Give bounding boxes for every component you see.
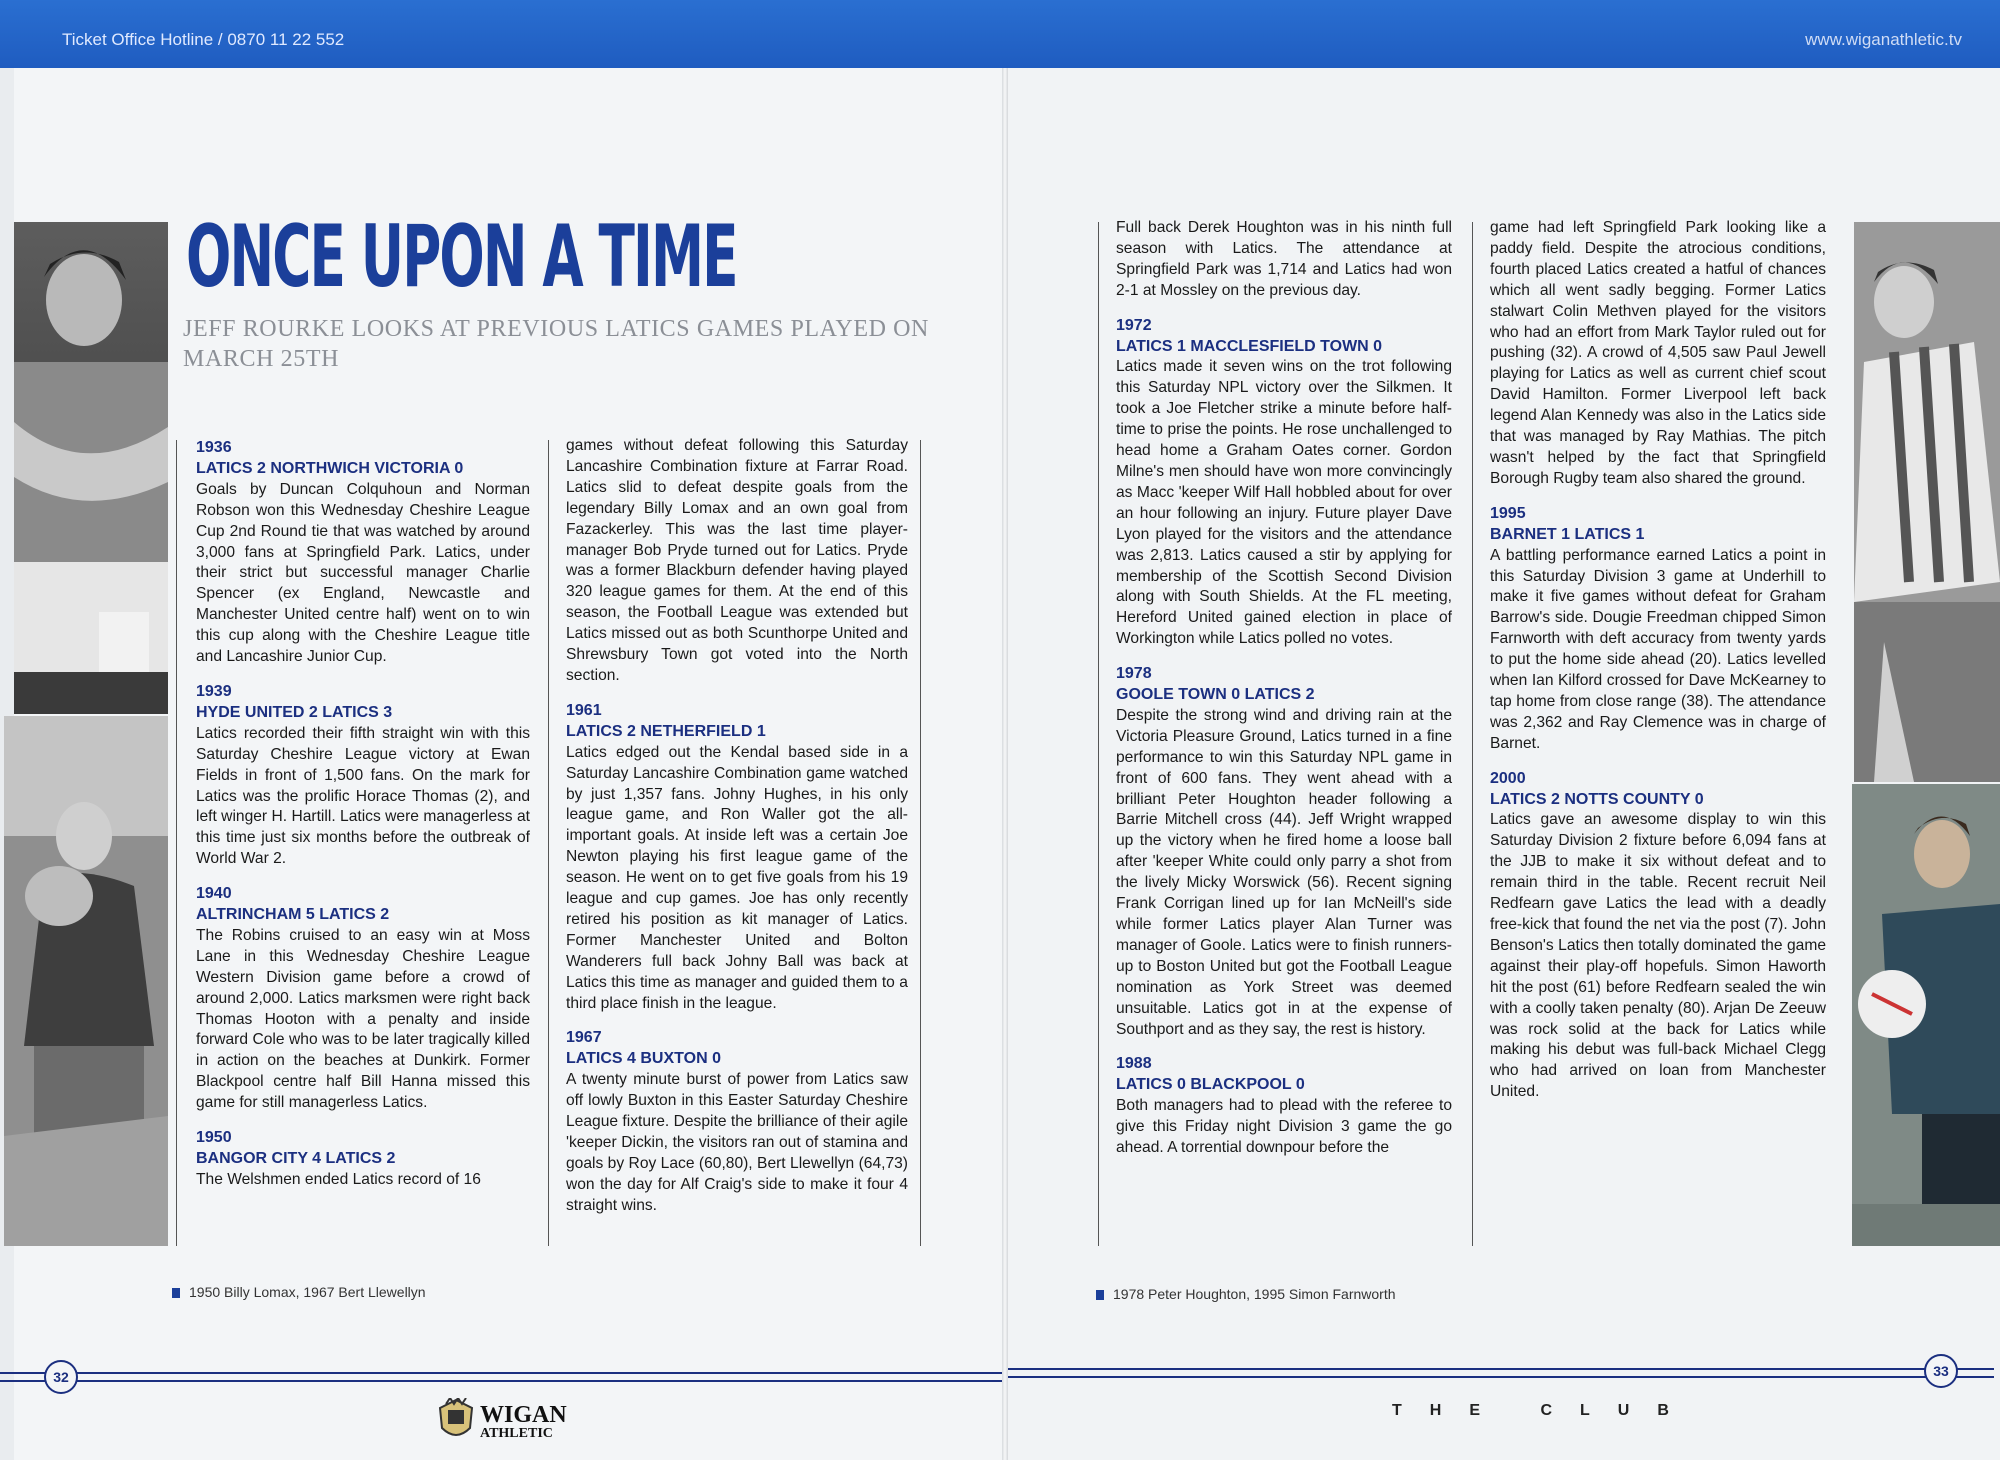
entry-text: Latics made it seven wins on the trot following this Saturday NPL victory over the Silkmen. It took a Joe Fletcher strike a minute before half-time to prise the points. He rose unchallenged to head home a Graham Oates corner. Gordon Milne's men should have won more convincingly as Macc 'keeper Wilf Hall hobbled about for over an hour following an injury. Future player Dave Lyon played for the visitors and the attendance was 2,813. Latics caused a stir by applying for membership of the Scottish Second Division along with South Shields. At the FL meeting, Hereford United gained election in place of Workington while Latics polled no votes.: [1116, 358, 1452, 648]
entry-text: Full back Derek Houghton was in his ninth full season with Latics. The attendance at Springfield Park was 1,714 and Latics had won 2-1 at Mossley on the previous day.: [1116, 219, 1452, 299]
entry-text: The Robins cruised to an easy win at Moss Lane in this Wednesday Cheshire League Western Division game before a crowd of around 2,000. Latics marksmen were right back Thomas Hooton with a penalty and inside forward Cole who was to be later tragically killed in action on the beaches at Dunkirk. Former Blackpool centre half Bill Hanna missed this game for still managerless Latics.: [196, 926, 530, 1112]
entry-match: LATICS 1 MACCLESFIELD TOWN 0: [1116, 337, 1383, 355]
entry-match: HYDE UNITED 2 LATICS 3: [196, 703, 393, 721]
entry-match: LATICS 2 NORTHWICH VICTORIA 0: [196, 459, 464, 477]
photo-bert-llewellyn: [4, 716, 168, 1246]
entry-match: LATICS 2 NETHERFIELD 1: [566, 722, 766, 740]
entry-match: GOOLE TOWN 0 LATICS 2: [1116, 686, 1315, 704]
entry-match: BANGOR CITY 4 LATICS 2: [196, 1150, 396, 1167]
entry-text: Goals by Duncan Colquhoun and Norman Robson won this Wednesday Cheshire League Cup 2nd Round tie that was watched by around 3,000 fans at Springfield Park. Latics, under their strict but successful manager Charlie Spencer (ex England, Newcastle and Manchester United centre half) went on to win this cup along with the Cheshire League title and Lancashire Junior Cup.: [196, 480, 530, 666]
entry-text: game had left Springfield Park looking like a paddy field. Despite the atrocious conditions, fourth placed Latics created a hatful of chances which all went sadly begging. Former Latics stalwart Colin Methven played for the visitors who had an effort from Mark Taylor ruled out for pushing (32). A crowd of 4,505 saw Paul Jewell playing for Latics as well as current chief scout David Hamilton. Former Liverpool left back legend Alan Kennedy was also in the Latics side that was managed by Ray Mathias. The pitch wasn't helped by the fact that Springfield Borough Rugby team also shared the ground.: [1490, 219, 1826, 487]
ticket-hotline: Ticket Office Hotline / 0870 11 22 552: [62, 30, 345, 49]
entry-match: BARNET 1 LATICS 1: [1490, 525, 1645, 543]
entry-year: 1995: [1490, 504, 1526, 522]
entry-year: 1961: [566, 701, 602, 719]
column-rule: [548, 440, 549, 1246]
photo-caption-right: 1978 Peter Houghton, 1995 Simon Farnworth: [1096, 1286, 1396, 1302]
photo-caption-left: 1950 Billy Lomax, 1967 Bert Llewellyn: [172, 1284, 426, 1300]
entry-text: Latics edged out the Kendal based side in a Saturday Lancashire Combination game watched by just 1,357 fans. Johny Hughes, in his only league game, and Ron Waller got the all-important goals. At inside left was a certain Joe Newton playing his first league game of the season. He went on to get five goals from his 19 league and cup games. Joe has only recently retired his position as kit manager of Latics. Former Manchester United and Bolton Wanderers full back Johny Ball was back at Latics this time as manager and guided them to a third place finish in the league.: [566, 743, 908, 1012]
column-rule: [176, 440, 177, 1246]
header-bar: [0, 0, 2000, 68]
photo-billy-lomax: [14, 222, 168, 714]
entry-text: Latics gave an awesome display to win this Saturday Division 2 fixture before 6,094 fans at the JJB to make it six without defeat and to remain third in the table. Recent recruit Neil Redfearn gave Latics the lead with a deadly free-kick that found the net via the post (7). John Benson's Latics then totally dominated the game against their play-off hopefuls. Simon Haworth hit the post (61) before Redfearn sealed the win with a coolly taken penalty (80). Arjan De Zeeuw was rock solid at the back for Latics while making his debut was full-back Michael Clegg who had arrived on loan from Manchester United.: [1490, 811, 1826, 1101]
entry-text: The Welshmen ended Latics record of 16: [196, 1170, 481, 1188]
entry-match: LATICS 0 BLACKPOOL 0: [1116, 1076, 1305, 1094]
column-2: [566, 436, 908, 1217]
entry-match: LATICS 2 NOTTS COUNTY 0: [1490, 790, 1704, 808]
entry-year: 1939: [196, 682, 232, 700]
page-number-right: 33: [1924, 1354, 1958, 1388]
entry-year: 1950: [196, 1129, 232, 1147]
column-1: [196, 438, 530, 1191]
entry-text: Latics recorded their fifth straight win with this Saturday Cheshire League victory at Ewan Fields in front of 1,500 fans. On the mark for Latics was the prolific Horace Thomas (2), and left winger H. Hartill. Latics were managerless at this time just six months before the outbreak of World War 2.: [196, 724, 530, 868]
entry-year: 2000: [1490, 769, 1526, 787]
entry-year: 1940: [196, 885, 232, 903]
column-rule: [1472, 222, 1473, 1246]
entry-text: Despite the strong wind and driving rain at the Victoria Pleasure Ground, Latics turned in a fine performance to win this Saturday NPL game in front of 600 fans. They went ahead with a brilliant Peter Houghton header following a Barrie Mitchell cross (44). Jeff Wright wrapped up the victory when he fired home a loose ball after 'keeper White could only parry a shot from the lively Micky Worswick (56). Recent signing Frank Corrigan lined up for Ian McNeill's side while former Latics player Alan Turner was manager of Goole. Latics were to finish runners-up to Boston United but got the Football League nomination as York Street was deemed unsuitable. Latics got in at the expense of Southport and as they say, the rest is history.: [1116, 706, 1452, 1038]
section-label: THE CLUB: [1392, 1402, 1697, 1419]
club-crest-icon: [436, 1398, 476, 1444]
footer-rule-left: [0, 1372, 1002, 1382]
article-title: ONCE UPON A TIME: [186, 207, 737, 307]
column-rule: [1098, 222, 1099, 1246]
entry-year: 1988: [1116, 1055, 1152, 1073]
column-rule: [920, 440, 921, 1246]
bullet-square-icon: [1096, 1290, 1104, 1300]
column-3: [1116, 218, 1452, 1159]
photo-peter-houghton: [1854, 222, 2000, 782]
entry-text: Both managers had to plead with the referee to give this Friday night Division 3 game the go ahead. A torrential downpour before the: [1116, 1097, 1452, 1157]
footer-rule-right: [1008, 1368, 1994, 1378]
page-fold: [1002, 68, 1008, 1460]
entry-match: ALTRINCHAM 5 LATICS 2: [196, 906, 390, 924]
entry-year: 1972: [1116, 316, 1152, 334]
photo-simon-farnworth: [1852, 784, 2000, 1246]
bullet-square-icon: [172, 1288, 180, 1298]
website-link[interactable]: www.wiganathletic.tv: [1805, 30, 1962, 49]
entry-text: games without defeat following this Saturday Lancashire Combination fixture at Farrar Road. Latics slid to defeat despite goals from the legendary Billy Lomax and an own goal from Fazackerley. This was the last time player-manager Bob Pryde turned out for Latics. Pryde was a former Blackburn defender having played 320 league games for them. At the end of this season, the Football League was extended but Latics missed out as both Scunthorpe United and Shrewsbury Town got voted into the North section.: [566, 437, 908, 684]
entry-year: 1978: [1116, 665, 1152, 683]
article-subtitle: JEFF ROURKE LOOKS AT PREVIOUS LATICS GAMES PLAYED ON MARCH 25TH: [183, 316, 929, 372]
entry-match: LATICS 4 BUXTON 0: [566, 1050, 721, 1068]
entry-text: A battling performance earned Latics a point in this Saturday Division 3 game at Underhill to make it five games without defeat for Graham Barrow's side. Dougie Freedman chipped Simon Farnworth with deft accuracy from twenty yards to put the home side ahead (20). Latics levelled when Ian Kilford crossed for Dave McKearney to tap home from close range (38). The attendance was 2,362 and Ray Clemence was in charge of Barnet.: [1490, 546, 1826, 752]
page-number-left: 32: [44, 1360, 78, 1394]
entry-text: A twenty minute burst of power from Latics saw off lowly Buxton in this Easter Saturday Cheshire League fixture. Despite the brilliance of their agile 'keeper Dickin, the visitors ran out of stamina and goals by Roy Lace (60,80), Bert Llewellyn (64,73) won the day for Alf Craig's side to make it four 4 straight wins.: [566, 1071, 908, 1214]
entry-year: 1936: [196, 439, 232, 456]
column-4: [1490, 218, 1826, 1103]
entry-year: 1967: [566, 1029, 602, 1047]
